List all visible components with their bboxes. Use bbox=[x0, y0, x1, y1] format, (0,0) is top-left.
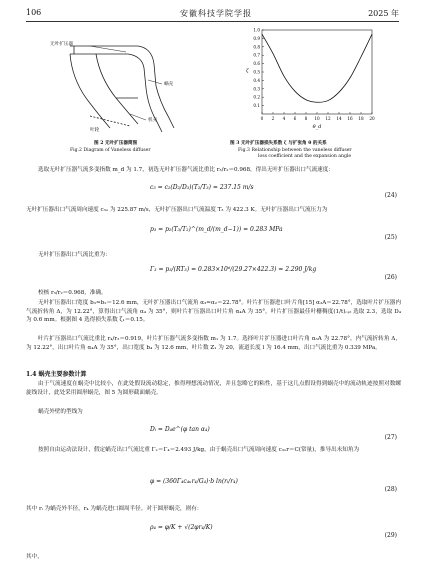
paragraph-2: 无叶扩压器出口气流周向速度 c₃ᵤ 为 225.87 m/s，无叶扩压器出口气流温度 T₃ 为 422.3 K。无叶扩压器出口气流压力为 bbox=[26, 207, 328, 213]
equation-24-body: c₃ = c₂(D₂/D₃)(T₂/T₃) = 237.15 m/s bbox=[150, 184, 254, 191]
equation-25-number: (25) bbox=[384, 234, 397, 241]
label-volute: 蜗壳 bbox=[164, 82, 174, 87]
equation-29-number: (29) bbox=[384, 532, 397, 539]
equation-26 bbox=[0, 266, 427, 290]
x-tick-label: 14 bbox=[336, 116, 342, 121]
equation-28 bbox=[0, 478, 427, 502]
y-axis-label: ζ bbox=[246, 68, 249, 74]
x-tick-label: 10 bbox=[314, 116, 320, 121]
equation-26-body: Γ₃ = p₃/(RT₃) = 0.283×10⁶/(29.27×422.3) = 2.290 J/kg bbox=[150, 266, 317, 273]
equation-24 bbox=[0, 184, 427, 208]
x-tick-label: 0 bbox=[260, 116, 264, 121]
x-tick-label: 12 bbox=[325, 116, 331, 121]
y-tick-label: 1.0 bbox=[253, 27, 260, 33]
equation-28-number: (28) bbox=[384, 486, 397, 493]
equation-29 bbox=[0, 524, 427, 548]
paragraph-4: 校核 r₃/r₂＝0.968，准确。 bbox=[38, 290, 107, 296]
equation-26-number: (26) bbox=[384, 274, 397, 281]
fig3-caption-cn: 图 3 无叶扩压器损失系数 ζ 与扩张角 θ 的关系 bbox=[230, 141, 327, 146]
y-tick-label: 0.7 bbox=[253, 52, 260, 58]
plot-frame bbox=[262, 30, 372, 114]
x-tick-label: 2 bbox=[271, 116, 275, 121]
equation-24-number: (24) bbox=[384, 192, 397, 199]
x-tick-label: 16 bbox=[347, 116, 353, 121]
equation-25 bbox=[0, 226, 427, 250]
page-number: 106 bbox=[26, 8, 42, 17]
paragraph-1: 选取无叶扩压器气流多变指数 m_d 为 1.7，初选无叶扩压器气流比重比 r₃/r₂＝0.968，得出无叶扩压器出口气流速度： bbox=[38, 167, 334, 173]
fig3-caption-en-1: Fig.3 Relationship between the vaneless diffuser bbox=[238, 148, 352, 153]
figure-3 bbox=[240, 24, 380, 136]
x-tick-label: 4 bbox=[282, 116, 286, 121]
x-tick-label: 8 bbox=[304, 116, 308, 121]
paragraph-10: 其中 rᵢ 为蜗壳外半径，r₄ 为蜗壳进口圆周半径。对于圆形蜗壳，则有： bbox=[26, 506, 203, 512]
y-tick-label: 0.9 bbox=[253, 35, 260, 41]
equation-28-body: φ = (360Γ₄c₄ᵤr₄/G₄)·b ln(rᵢ/r₄) bbox=[150, 478, 238, 485]
equation-25-body: p₃ = p₂(T₃/T₂)^(m_d/(m_d−1)) = 0.283 MPa bbox=[150, 226, 283, 233]
equation-29-body: ρ₄ = φ/K + √(2φr₄/K) bbox=[150, 524, 213, 531]
x-axis-label: θ_d bbox=[312, 124, 322, 130]
fig2-caption-cn: 图 2 无叶扩压器简图 bbox=[94, 141, 138, 146]
label-vaneless-diffuser: 无叶扩压器 bbox=[50, 42, 73, 47]
section-heading-1-4: 1.4 蜗壳主要参数计算 bbox=[26, 371, 87, 378]
journal-title: 安徽科技学院学报 bbox=[180, 9, 252, 18]
paragraph-9: 按照自由运动法设计，假定蜗壳出口气流比重 Γₓ＝Γ₄＝2.493 J/kg，由于蜗壳出口气流周向速度 c₃ᵤr＝C(常量)，推导出未知角为 bbox=[38, 447, 360, 453]
y-tick-label: 0.4 bbox=[253, 77, 260, 83]
page-header bbox=[0, 0, 427, 22]
paragraph-7: 由于气流速度在蜗壳中比较小，在此处假设流动稳定，推得理想流动情况，并且忽略它的粘性，基于这几点假设得到蜗壳中的流动轨迹按照对数螺旋线设计，此处采用圆形蜗壳，图 5 为圆形截面蜗壳。 bbox=[26, 381, 401, 396]
fig3-caption-en-2: loss coefficient and the expansion angle bbox=[258, 154, 352, 159]
y-tick-label: 0.8 bbox=[253, 44, 260, 50]
journal-year: 2025 年 bbox=[368, 9, 399, 18]
header-rule bbox=[26, 21, 399, 22]
y-tick-label: 0.5 bbox=[253, 69, 260, 75]
paragraph-8: 蜗壳外壁的型线为 bbox=[38, 409, 83, 415]
x-tick-label: 18 bbox=[358, 116, 364, 121]
paragraph-5: 无叶扩压器出口宽度 b₃≈b₂＝12.6 mm，无叶扩压器出口气流角 α₃≈α₂＝22.78°。叶片扩压器进口叶片角[15] α₃A＝22.78°，选取叶片扩压器内气流折转角 Δ，为 12.22°，算得出口气流角 α₄ 为 35°，则叶片扩压器出口叶片角 α₄A 为 35°，叶片扩压器最佳叶栅稠度(1/t)ₒₚₜ 选取 2.3，选取 D₄ 为 0.6 mm。根据图 4 选得损失系数 ζ₁＝0.15。 bbox=[26, 300, 401, 324]
y-tick-label: 0.6 bbox=[253, 61, 260, 67]
x-tick-label: 20 bbox=[369, 116, 375, 121]
label-shell: 机壳 bbox=[148, 118, 158, 123]
y-tick-label: 0.1 bbox=[253, 103, 260, 109]
paragraph-6: 叶片扩压器出口气流比重比 r₄/r₃＝0.919，叶片扩压器气流多变指数 m₁ 为 1.7。选择叶片扩压器进口叶片角 α₃A 为 22.78°，内气流折转角 Δ，为 12.22°，出口叶片角 α₄A 为 35°，出口宽度 b₄ 为 12.6 mm，叶片数 Z₁ 为 20，流道长度 l 为 16.4 mm，出口气流比重为 0.339 MPa。 bbox=[26, 336, 401, 351]
fig2-caption-en: Fig.2 Diagram of Vaneless diffuser bbox=[70, 148, 151, 153]
y-tick-label: 0.2 bbox=[253, 94, 260, 100]
loss-coefficient-chart bbox=[240, 24, 380, 136]
y-tick-label: 0.3 bbox=[253, 86, 260, 92]
x-tick-label: 6 bbox=[293, 116, 297, 121]
figure-2 bbox=[30, 28, 205, 140]
loss-curve bbox=[262, 34, 372, 102]
label-impeller: 叶轮 bbox=[90, 128, 100, 133]
equation-27-body: Dᵢ = D₄e^(φ tan α₄) bbox=[150, 426, 210, 433]
paragraph-3: 无叶扩压器出口气流比重为： bbox=[38, 252, 111, 258]
paragraph-11: 其中， bbox=[26, 554, 43, 560]
equation-27-number: (27) bbox=[384, 434, 397, 441]
